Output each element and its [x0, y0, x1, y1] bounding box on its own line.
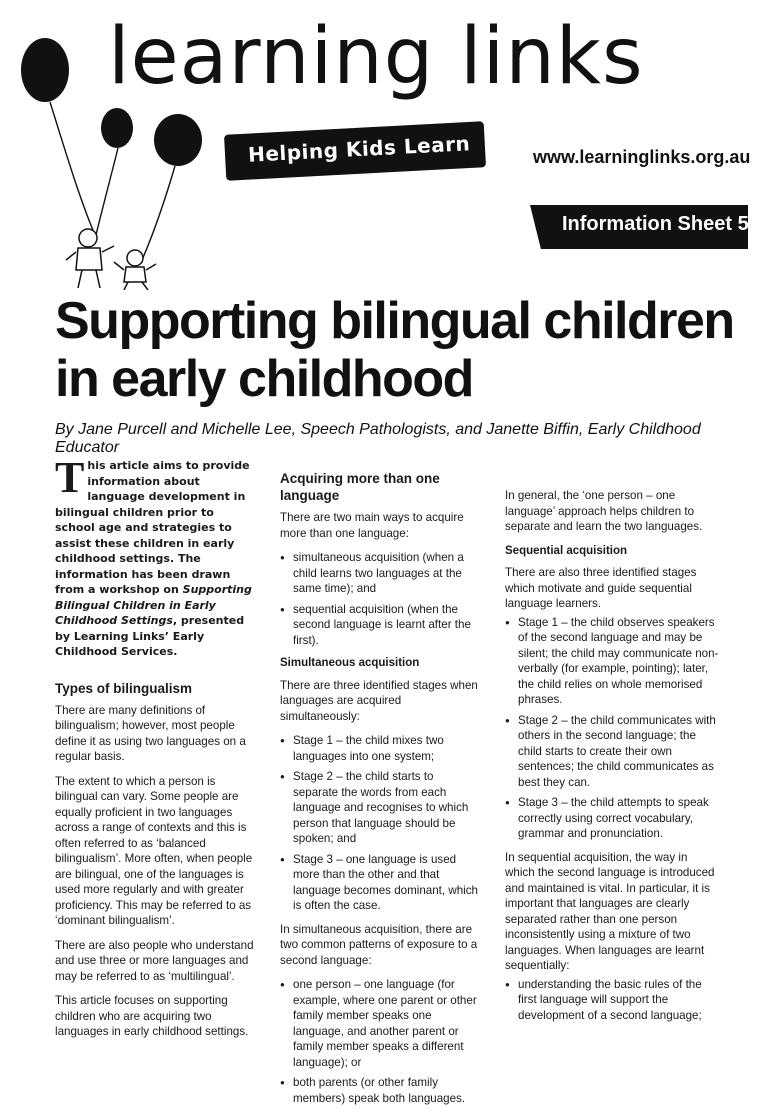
list-item: ● sequential acquisition (when the second language is learnt after the first).	[280, 602, 480, 649]
balloon-icon	[101, 108, 133, 148]
list-item: ● one person – one language (for example, where one parent or other family member speaks one language, and another parent or family member speaks a different language); or	[280, 977, 480, 1070]
subsection-heading: Simultaneous acquisition	[280, 657, 420, 669]
list-item: ● both parents (or other family members) speak both languages.	[280, 1075, 480, 1106]
child-figure-icon	[66, 229, 114, 288]
bullet-list	[280, 733, 480, 914]
balloon-icon	[154, 114, 202, 166]
brand-logo: learning links	[108, 12, 644, 102]
information-sheet-label: Information Sheet 50	[562, 213, 760, 235]
child-figure-icon	[114, 250, 156, 290]
list-item: ● Stage 1 – the child mixes two languages into one system;	[280, 733, 480, 764]
list-item: ● simultaneous acquisition (when a child learns two languages at the same time); and	[280, 550, 480, 597]
section-heading: Acquiring more than one language	[280, 471, 440, 503]
paragraph: This article focuses on supporting children who are acquiring two languages in early childhood settings.	[55, 994, 249, 1038]
bullet-list	[280, 550, 480, 648]
paragraph: There are two main ways to acquire more than one language:	[280, 511, 464, 540]
paragraph: There are also three identified stages which motivate and guide sequential language learners.	[505, 566, 697, 610]
list-item: ● understanding the basic rules of the first language will support the development of a second language;	[505, 977, 720, 1024]
subsection-heading: Sequential acquisition	[505, 544, 628, 557]
bullet-list	[505, 977, 720, 1024]
balloon-icon	[21, 38, 69, 102]
column-2	[280, 470, 480, 1114]
list-item: ● Stage 2 – the child communicates with others in the second language; the child starts to create their own sentences; the child communicates as best they can.	[505, 713, 720, 791]
list-item: ● Stage 2 – the child starts to separate the words from each language and recognises to which person that language should be spoken; and	[280, 769, 480, 847]
section-heading: Types of bilingualism	[55, 680, 193, 696]
paragraph: In general, the ‘one person – one language’ approach helps children to separate and learn the two languages.	[505, 489, 703, 533]
bullet-list	[280, 977, 480, 1106]
column-1	[55, 453, 255, 1049]
tagline: Helping Kids Learn	[247, 131, 471, 167]
intro-paragraph: This article aims to provide information about language development in bilingual children prior to school age and strategies to assist these children in early childhood settings. The information has been drawn from a workshop on Supporting Bilingual Children in Early Childhood Settings, presented by Learning Links’ Early Childhood Services.	[55, 453, 252, 658]
list-item: ● Stage 3 – one language is used more than the other and that language becomes dominant, which is often the case.	[280, 852, 480, 914]
column-3	[505, 488, 720, 1031]
paragraph: In simultaneous acquisition, there are two common patterns of exposure to a second language:	[280, 922, 478, 967]
bullet-list	[505, 615, 720, 842]
paragraph: In sequential acquisition, the way in which the second language is introduced and maintained is vital. In particular, it is important that languages are clearly separated rather than one person inconsistently using a mixture of two languages. When languages are learnt sequentially:	[505, 850, 715, 972]
paragraph: There are also people who understand and use three or more languages and may be referred to as ‘multilingual’.	[55, 938, 254, 983]
website-link[interactable]: www.learninglinks.org.au	[533, 147, 751, 167]
paragraph: The extent to which a person is bilingual can vary. Some people are equally proficient in two languages across a range of contexts and this is often referred to as ‘balanced bilingualism’. More often, when people are bilingual, one of the languages is used more regularly and with greater proficiency. This may be referred to as ‘dominant bilingualism’.	[55, 774, 253, 927]
paragraph: There are many definitions of bilingualism; however, most people define it as using two languages on a regular basis.	[55, 703, 246, 763]
byline: By Jane Purcell and Michelle Lee, Speech Pathologists, and Janette Biffin, Early Childhood Educator	[55, 421, 701, 456]
paragraph: There are three identified stages when languages are acquired simultaneously:	[280, 678, 478, 723]
list-item: ● Stage 1 – the child observes speakers of the second language and may be silent; the child may communicate non-verbally (for example, pointing); later, the child relies on whole memorised phrases.	[505, 615, 720, 708]
list-item: ● Stage 3 – the child attempts to speak correctly using correct vocabulary, grammar and pronunciation.	[505, 795, 720, 842]
drop-cap: T	[55, 453, 85, 502]
page-title: Supporting bilingual children in early childhood	[55, 292, 734, 408]
